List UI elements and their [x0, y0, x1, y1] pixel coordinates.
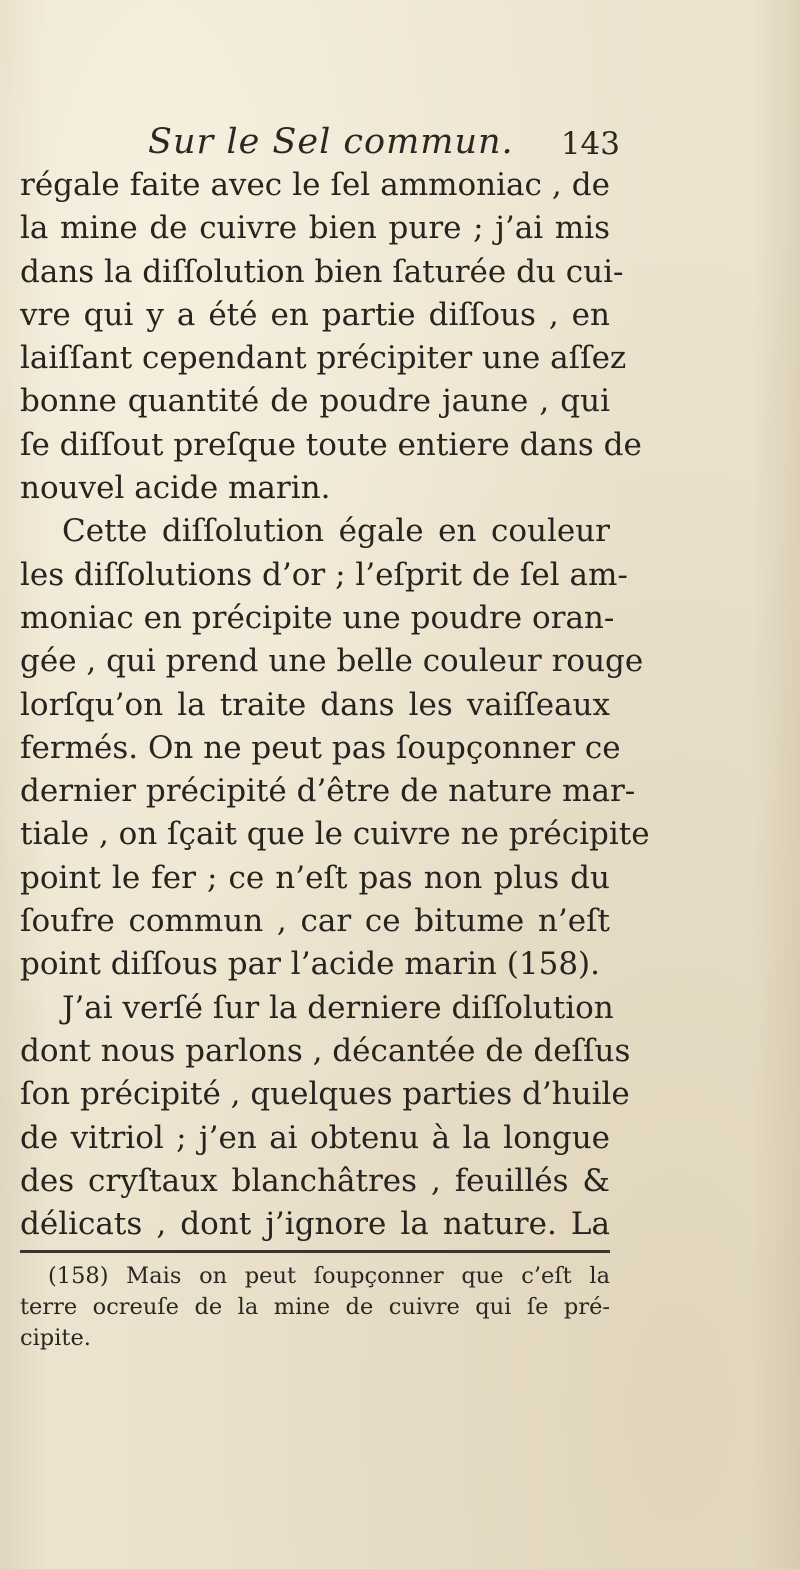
footnote-line: cipite. [20, 1325, 91, 1352]
paragraph-start-line: Cette diſſolution égale en couleur [62, 513, 610, 550]
body-line: des cryſtaux blanchâtres , feuillés & [20, 1162, 610, 1199]
body-text [20, 164, 650, 1246]
body-line: bonne quantité de poudre jaune , qui [20, 383, 610, 420]
body-line: dernier précipité d’être de nature mar- [20, 773, 636, 810]
body-line: ſoufre commun , car ce bitume n’eſt [20, 903, 610, 940]
body-line: de vitriol ; j’en ai obtenu à la longue [20, 1119, 610, 1156]
body-line: point diſſous par l’acide marin (158). [20, 946, 601, 983]
body-line: vre qui y a été en partie diſſous , en [20, 296, 610, 333]
body-line: dont nous parlons , décantée de deſſus [20, 1032, 631, 1069]
body-line: fermés. On ne peut pas ſoupçonner ce [20, 729, 621, 766]
footnote-rule [20, 1250, 610, 1253]
body-line: dans la diſſolution bien ſaturée du cui- [20, 253, 624, 290]
body-line: point le fer ; ce n’eſt pas non plus du [20, 859, 610, 896]
body-line: délicats , dont j’ignore la nature. La [20, 1206, 610, 1243]
body-line: régale faite avec le ſel ammoniac , de [20, 167, 610, 203]
body-line: laiſſant cependant précipiter une aſſez [20, 340, 627, 377]
running-title: Sur le Sel commun. [148, 122, 514, 162]
body-line: la mine de cuivre bien pure ; j’ai mis [20, 210, 610, 247]
body-line: ſon précipité , quelques parties d’huile [20, 1076, 630, 1113]
footnote-line: terre ocreuſe de la mine de cuivre qui ſe pré- [20, 1294, 610, 1321]
footnote [20, 1261, 610, 1354]
body-line: nouvel acide marin. [20, 470, 331, 507]
page-content [20, 120, 650, 1354]
body-line: ſe diſſout preſque toute entiere dans de [20, 426, 642, 463]
body-line: les diſſolutions d’or ; l’eſprit de ſel am- [20, 556, 628, 593]
paragraph-start-line: J’ai verſé ſur la derniere diſſolution [62, 989, 614, 1026]
body-line: gée , qui prend une belle couleur rouge [20, 643, 644, 680]
body-line: lorſqu’on la traite dans les vaiſſeaux [20, 686, 610, 723]
footnote-line: (158) Mais on peut ſoupçonner que c’eſt la [48, 1263, 610, 1290]
body-line: moniac en précipite une poudre oran- [20, 599, 615, 636]
body-line: tiale , on ſçait que le cuivre ne précipite [20, 816, 650, 853]
running-head [20, 120, 620, 168]
page-number: 143 [560, 126, 620, 162]
